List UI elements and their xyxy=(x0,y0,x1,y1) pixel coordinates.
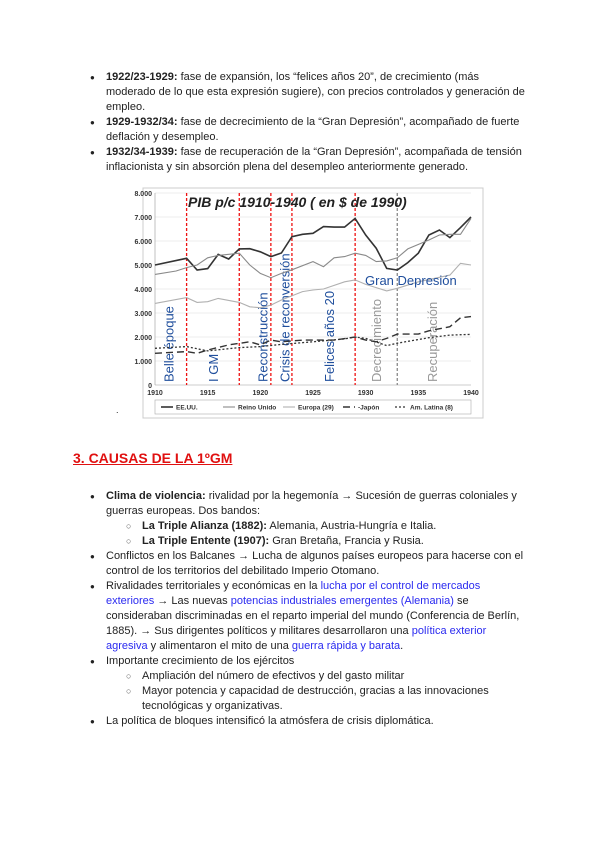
text: y alimentaron el mito de una xyxy=(147,640,292,652)
bullet-expansion xyxy=(90,70,530,115)
cause-clima-violencia xyxy=(90,489,530,519)
period-label: 1932/34-1939: xyxy=(106,146,178,158)
period-label: Belle époque xyxy=(161,306,177,382)
period-label: Decrecimiento xyxy=(369,298,385,382)
legend-label: -Japón xyxy=(358,404,380,412)
cause-balcanes: ● Conflictos en los Balcanes → Lucha de algunos países europeos para hacerse con el control de los territorios del debilitado Imperio Otomano. xyxy=(90,549,530,579)
x-tick-label: 1930 xyxy=(357,390,374,397)
period-label: Recuperación xyxy=(425,301,441,382)
y-tick-label: 8.000 xyxy=(134,191,152,198)
legend-label: Europa (29) xyxy=(298,404,334,412)
period-label: Crisis de reconversión xyxy=(277,253,293,382)
legend-label: Am. Latina (8) xyxy=(410,404,453,412)
bullet-decrecimiento xyxy=(90,115,530,145)
cause-rivalidades xyxy=(90,579,530,654)
x-tick-label: 1940 xyxy=(463,390,479,397)
x-tick-label: 1920 xyxy=(252,390,269,397)
period-label: 1929-1932/34: xyxy=(106,116,178,128)
alliance-name: La Triple Alianza (1882): xyxy=(142,520,267,532)
period-label: Felices años 20 xyxy=(321,290,337,382)
highlight-text: potencias industriales emergentes (Alemania) xyxy=(230,595,454,607)
cause-title: Clima de violencia: xyxy=(106,490,206,502)
gran-depresion-annotation: Gran Depresión xyxy=(365,273,457,288)
cause-ejercitos: ● Importante crecimiento de los ejércitos xyxy=(90,654,530,669)
sub-destruccion: ○ Mayor potencia y capacidad de destrucción, gracias a las innovaciones tecnológicas y organizativas. xyxy=(90,684,530,714)
caption-dot: . xyxy=(116,405,119,415)
top-bullet-list xyxy=(90,70,530,175)
highlight-text: guerra rápida y barata xyxy=(291,640,401,652)
y-tick-label: 5.000 xyxy=(134,263,152,270)
alliance-name: La Triple Entente (1907): xyxy=(142,535,270,547)
bullet-recuperacion xyxy=(90,145,530,175)
legend-label: EE.UU. xyxy=(176,404,198,412)
x-tick-label: 1910 xyxy=(147,390,163,397)
chart-title: PIB p/c 1910-1940 ( en $ de 1990) xyxy=(188,194,407,210)
cause-text: rivalidad por la hegemonía → Sucesión de guerras coloniales y guerras europeas. Dos bandos: xyxy=(106,490,517,517)
text: Rivalidades territoriales y económicas en la xyxy=(106,580,321,592)
alliance-members: Alemania, Austria-Hungría e Italia. xyxy=(266,520,437,532)
y-tick-label: 4.000 xyxy=(134,287,152,294)
y-tick-label: 6.000 xyxy=(134,239,152,246)
highlight-text: política exterior agresiva xyxy=(106,625,487,652)
text: se consideraban discriminadas en el reparto imperial del mundo (Conferencia de Berlín, 1885). → Sus dirigentes políticos y militares desarrollaron una xyxy=(106,595,520,637)
alliance-members: Gran Bretaña, Francia y Rusia. xyxy=(269,535,424,547)
x-tick-label: 1935 xyxy=(410,390,427,397)
bullet-text: fase de recuperación de la “Gran Depresión”, acompañada de tensión inflacionista y sin absorción plena del desempleo anteriormente generado. xyxy=(106,146,522,173)
y-tick-label: 3.000 xyxy=(134,311,152,318)
period-label: 1922/23-1929: xyxy=(106,71,178,83)
y-tick-label: 1.000 xyxy=(134,359,152,366)
legend-label: Reino Unido xyxy=(238,404,277,412)
period-label: Reconstrucción xyxy=(255,292,271,382)
y-tick-label: 7.000 xyxy=(134,215,152,222)
sub-triple-entente xyxy=(90,534,530,549)
x-tick-label: 1915 xyxy=(199,390,216,397)
bullet-text: fase de expansión, los “felices años 20”, de crecimiento (más moderado de lo que esta expresión sugiere), con precios controlados y generación de empleo. xyxy=(106,71,525,113)
section-heading: 3. CAUSAS DE LA 1ºGM xyxy=(73,450,233,466)
text: → Las nuevas xyxy=(154,595,231,607)
y-tick-label: 0 xyxy=(148,383,152,390)
bullet-text: fase de decrecimiento de la “Gran Depresión”, acompañado de fuerte deflación y desempleo. xyxy=(106,116,520,143)
causes-list xyxy=(90,489,530,729)
text: . xyxy=(400,640,404,652)
y-tick-label: 2.000 xyxy=(134,335,152,342)
gdp-chart xyxy=(134,188,483,418)
period-label: I GM xyxy=(205,353,221,382)
x-tick-label: 1925 xyxy=(305,390,321,397)
sub-triple-alianza xyxy=(90,519,530,534)
sub-efectivos: ○ Ampliación del número de efectivos y del gasto militar xyxy=(90,669,530,684)
cause-bloques: ● La política de bloques intensificó la atmósfera de crisis diplomática. xyxy=(90,714,530,729)
highlight-text: lucha por el control de mercados exteriores xyxy=(106,580,481,607)
